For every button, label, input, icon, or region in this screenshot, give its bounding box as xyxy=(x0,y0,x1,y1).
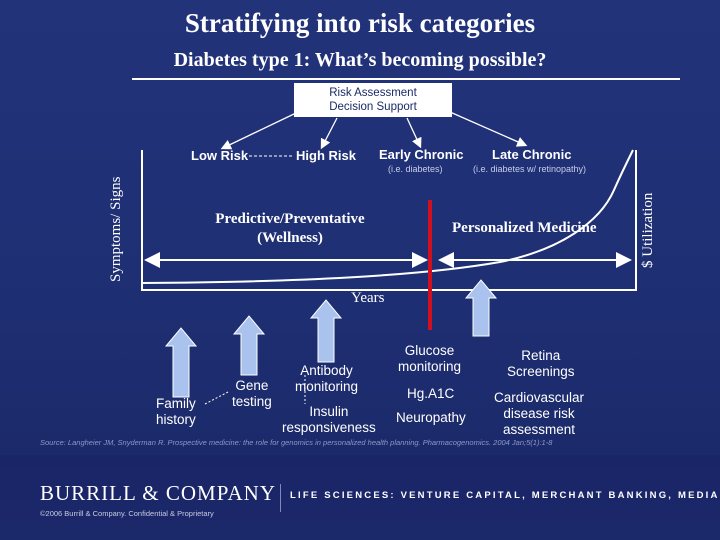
footer-brand-logo: BURRILL & COMPANY xyxy=(40,481,276,505)
slide-subtitle: Diabetes type 1: What’s becoming possible? xyxy=(173,49,547,71)
x-axis-label: Years xyxy=(351,290,385,306)
label-antibody-monitoring xyxy=(295,363,358,395)
label-family-2: history xyxy=(156,412,196,427)
risk-box-line1: Risk Assessment xyxy=(329,87,417,99)
label-insulin-responsiveness xyxy=(282,404,376,436)
region-wellness-line2: (Wellness) xyxy=(257,230,323,246)
stage-early-chronic-note: (i.e. diabetes) xyxy=(388,164,443,174)
y-axis-left-label: Symptoms/ Signs xyxy=(108,176,124,282)
stage-low-risk: Low Risk xyxy=(191,148,249,163)
label-hga1c: Hg.A1C xyxy=(407,386,455,401)
risk-box-line2: Decision Support xyxy=(329,101,417,113)
label-family-history xyxy=(156,396,196,428)
label-family-1: Family xyxy=(156,396,196,411)
footer-divider xyxy=(280,484,281,512)
risk-arrow-early xyxy=(407,118,420,146)
stage-late-chronic: Late Chronic xyxy=(492,147,572,162)
source-citation: Source: Langheier JM, Snyderman R. Prospective medicine: the role for genomics in personalized health planning. Pharmacogenomics. 2004 Jan;5(1):1-8 xyxy=(40,438,553,447)
risk-assessment-box xyxy=(294,83,452,117)
label-cardio-3: assessment xyxy=(503,422,576,437)
region-wellness-line1: Predictive/Preventative xyxy=(215,211,365,227)
label-gene-testing xyxy=(232,378,272,410)
label-retina-1: Retina xyxy=(521,348,561,363)
label-cardiovascular-assessment xyxy=(494,390,584,438)
label-cardio-2: disease risk xyxy=(503,406,575,421)
slide-title: Stratifying into risk categories xyxy=(184,8,536,38)
y-axis-right-label: $ Utilization xyxy=(640,192,656,268)
label-insulin-2: responsiveness xyxy=(282,420,376,435)
label-gene-1: Gene xyxy=(235,378,269,393)
risk-arrow-late xyxy=(450,112,525,145)
label-antibody-2: monitoring xyxy=(295,379,359,394)
arrow-antibody xyxy=(311,300,341,362)
label-glucose-monitoring xyxy=(398,343,461,375)
region-wellness xyxy=(195,210,385,248)
arrow-family-history xyxy=(166,328,196,397)
label-antibody-1: Antibody xyxy=(300,363,353,378)
label-retina-2: Screenings xyxy=(507,364,575,379)
footer-copyright: ©2006 Burrill & Company. Confidential & Proprietary xyxy=(40,509,214,518)
label-glucose-1: Glucose xyxy=(404,343,455,358)
stage-high-risk: High Risk xyxy=(296,148,356,163)
risk-arrow-low xyxy=(223,113,296,148)
stage-early-chronic: Early Chronic xyxy=(379,147,464,162)
stage-late-chronic-note: (i.e. diabetes w/ retinopathy) xyxy=(473,164,587,174)
label-cardio-1: Cardiovascular xyxy=(494,390,585,405)
label-retina-screenings xyxy=(507,348,575,380)
footer-tagline: LIFE SCIENCES: VENTURE CAPITAL, MERCHANT BANKING, MEDIA xyxy=(290,490,720,501)
label-gene-2: testing xyxy=(232,394,272,409)
label-glucose-2: monitoring xyxy=(398,359,462,374)
label-neuropathy: Neuropathy xyxy=(396,410,466,425)
arrow-retina xyxy=(466,280,496,336)
risk-arrow-high xyxy=(322,118,337,147)
region-personalized-medicine: Personalized Medicine xyxy=(452,220,597,236)
arrow-gene-testing xyxy=(234,316,264,375)
label-insulin-1: Insulin xyxy=(309,404,349,419)
pointer-family xyxy=(205,392,228,404)
